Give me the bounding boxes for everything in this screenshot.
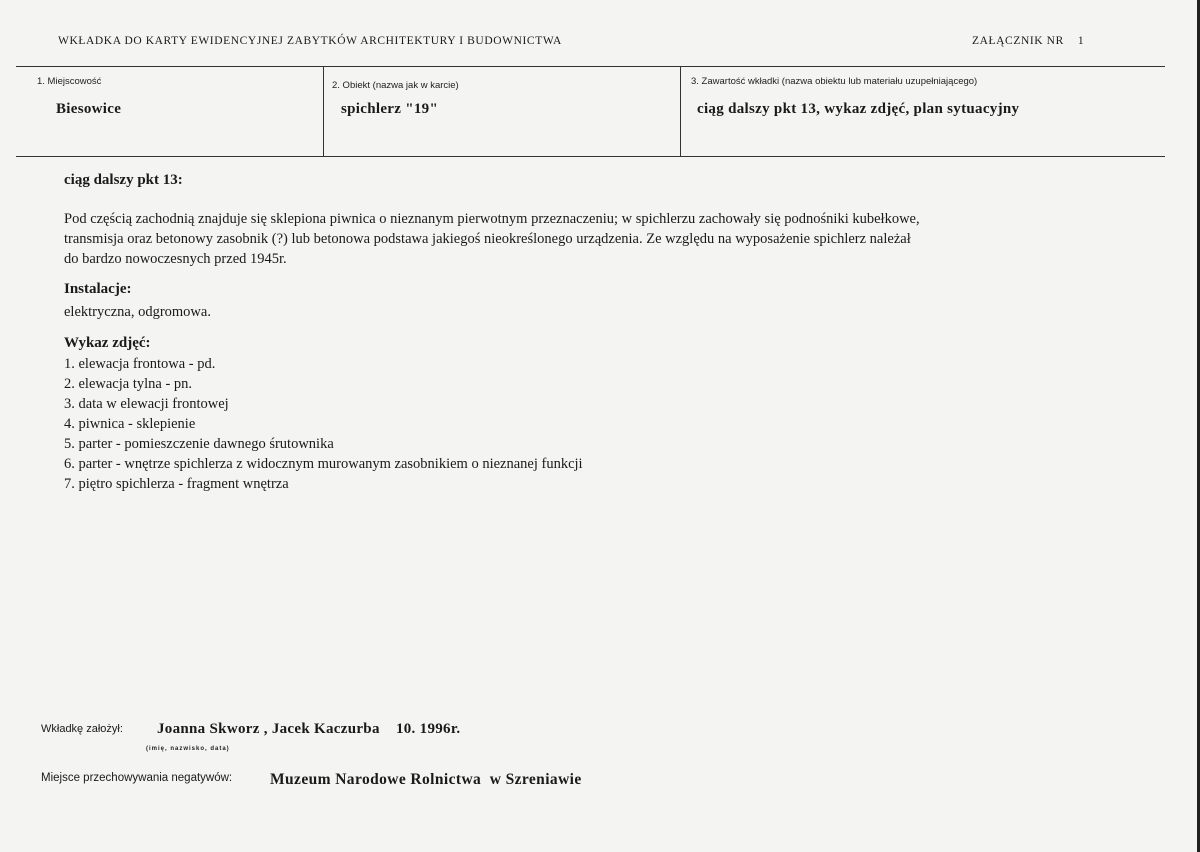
field-location — [16, 67, 322, 156]
field-location-label: 1. Miejscowość — [37, 76, 102, 87]
description-paragraph — [64, 209, 1124, 269]
photos-heading: Wykaz zdjęć: — [64, 335, 151, 351]
photo-list-item: 1. elewacja frontowa - pd. — [64, 356, 216, 372]
field-contents-label: 3. Zawartość wkładki (nazwa obiektu lub materiału uzupełniającego) — [691, 76, 978, 87]
paragraph-line: Pod częścią zachodnią znajduje się sklepiona piwnica o nieznanym pierwotnym przeznaczeniu; w spichlerzu zachowały się podnośniki kubełkowe, — [64, 211, 920, 227]
photo-list-item: 4. piwnica - sklepienie — [64, 416, 196, 432]
negatives-value: Muzeum Narodowe Rolnictwa w Szreniawie — [270, 771, 582, 788]
field-location-value: Biesowice — [56, 101, 122, 117]
header-fields-table — [16, 66, 1165, 157]
continuation-heading: ciąg dalszy pkt 13: — [64, 172, 183, 188]
field-object-value: spichlerz "19" — [341, 101, 439, 117]
negatives-label: Miejsce przechowywania negatywów: — [41, 772, 233, 784]
author-label: Wkładkę założył: — [41, 723, 123, 735]
photo-list-item: 7. piętro spichlerza - fragment wnętrza — [64, 476, 289, 492]
paragraph-line: transmisja oraz betonowy zasobnik (?) lub betonowa podstawa jakiegoś nieokreślonego urządzenia. Ze względu na wyposażenie spichlerz należał — [64, 231, 911, 247]
author-value: Joanna Skworz , Jacek Kaczurba 10. 1996r. — [157, 721, 461, 737]
paragraph-line: do bardzo nowoczesnych przed 1945r. — [64, 251, 287, 267]
field-object-label: 2. Obiekt (nazwa jak w karcie) — [332, 80, 459, 91]
installations-heading: Instalacje: — [64, 281, 132, 297]
photo-list-item: 5. parter - pomieszczenie dawnego śrutownika — [64, 436, 334, 452]
installations-text: elektryczna, odgromowa. — [64, 304, 211, 320]
field-contents-value: ciąg dalszy pkt 13, wykaz zdjęć, plan sytuacyjny — [697, 101, 1020, 117]
field-object — [323, 67, 680, 156]
author-note: (imię, nazwisko, data) — [146, 746, 230, 752]
annex-label-text: ZAŁĄCZNIK NR — [972, 35, 1064, 47]
annex-number: 1 — [1077, 35, 1085, 47]
photo-list-item: 6. parter - wnętrze spichlerza z widocznym murowanym zasobnikiem o nieznanej funkcji — [64, 456, 583, 472]
field-contents — [680, 67, 1166, 156]
photo-list-item: 3. data w elewacji frontowej — [64, 396, 229, 412]
photo-list-item: 2. elewacja tylna - pn. — [64, 376, 193, 392]
photo-list — [64, 355, 583, 495]
annex-label — [972, 35, 1084, 47]
form-title: WKŁADKA DO KARTY EWIDENCYJNEJ ZABYTKÓW ARCHITEKTURY I BUDOWNICTWA — [58, 35, 562, 47]
